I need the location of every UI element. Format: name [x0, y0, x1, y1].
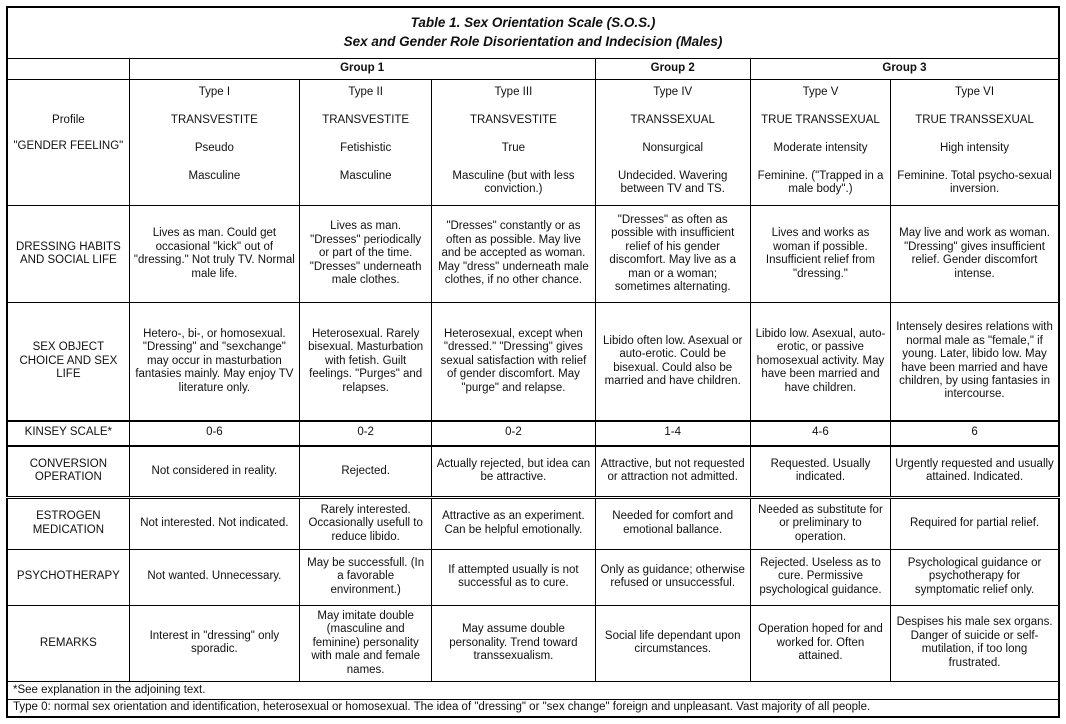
table-cell: May imitate double (masculine and feminine) personality with male and female names. — [300, 605, 432, 682]
row-label: DRESSING HABITS AND SOCIAL LIFE — [7, 205, 129, 302]
table-cell: Lives and works as woman if possible. Insufficient relief from "dressing." — [750, 205, 890, 302]
type-heading: Type II — [348, 85, 383, 98]
profile-cell-type-5 — [750, 79, 890, 205]
table-cell: Requested. Usually indicated. — [750, 446, 890, 498]
type-intensity: Fetishistic — [340, 141, 392, 154]
table-cell: 0-2 — [300, 421, 432, 446]
footnote-type-0: Type 0: normal sex orientation and identification, heterosexual or homosexual. The idea of "dressing" or "sex change" foreign and unpleasant. Vast majority of all people. — [7, 699, 1059, 717]
table-cell: Libido often low. Asexual or auto-erotic. Could be bisexual. Could also be married and have children. — [595, 303, 750, 421]
type-feeling: Masculine — [339, 169, 392, 182]
group-header-row — [7, 58, 1059, 79]
profile-cell-type-6 — [891, 79, 1059, 205]
table-cell: Heterosexual. Rarely bisexual. Masturbation with fetish. Guilt feelings. "Purges" and relapses. — [300, 303, 432, 421]
group-1-header: Group 1 — [129, 58, 595, 79]
table-cell: May be successfull. (In a favorable environment.) — [300, 549, 432, 605]
row-conversion-operation — [7, 446, 1059, 498]
table-cell: Attractive as an experiment. Can be helpful emotionally. — [432, 497, 595, 549]
table-subtitle: Sex and Gender Role Disorientation and Indecision (Males) — [343, 34, 723, 50]
type-heading: Type I — [198, 85, 231, 98]
table-cell: Rarely interested. Occasionally usefull to reduce libido. — [300, 497, 432, 549]
table-cell: "Dresses" constantly or as often as possible. May live and be accepted as woman. May "dress" underneath male clothes, if no other chance. — [432, 205, 595, 302]
row-label: PSYCHOTHERAPY — [7, 549, 129, 605]
table-cell: Heterosexual, except when "dressed." "Dressing" gives sexual satisfaction with relief of gender discomfort. May "purge" and relapse. — [432, 303, 595, 421]
row-dressing-habits — [7, 205, 1059, 302]
table-cell: 0-2 — [432, 421, 595, 446]
row-estrogen-medication — [7, 497, 1059, 549]
table-cell: 0-6 — [129, 421, 299, 446]
group-3-header: Group 3 — [750, 58, 1059, 79]
table-cell: Urgently requested and usually attained. Indicated. — [891, 446, 1059, 498]
table-cell: "Dresses" as often as possible with insufficient relief of his gender discomfort. May live as a man or a woman; sometimes alternating. — [595, 205, 750, 302]
row-label: CONVERSION OPERATION — [7, 446, 129, 498]
table-cell: 6 — [891, 421, 1059, 446]
type-name: TRUE TRANSSEXUAL — [761, 113, 880, 126]
table-cell: Not wanted. Unnecessary. — [129, 549, 299, 605]
type-intensity: High intensity — [940, 141, 1010, 154]
profile-row — [7, 79, 1059, 205]
table-cell: Despises his male sex organs. Danger of suicide or self-mutilation, if too long frustrated. — [891, 605, 1059, 682]
type-intensity: Moderate intensity — [773, 141, 868, 154]
table-cell: Operation hoped for and worked for. Often attained. — [750, 605, 890, 682]
row-psychotherapy — [7, 549, 1059, 605]
row-label: ESTROGEN MEDICATION — [7, 497, 129, 549]
type-feeling: Feminine. Total psycho-sexual inversion. — [897, 169, 1052, 196]
row-label: REMARKS — [7, 605, 129, 682]
footnote-asterisk: *See explanation in the adjoining text. — [7, 682, 1059, 700]
table-cell: Hetero-, bi-, or homosexual. "Dressing" and "sexchange" may occur in masturbation fantasies mainly. May enjoy TV literature only. — [129, 303, 299, 421]
type-heading: Type III — [494, 85, 533, 98]
table-cell: Only as guidance; otherwise refused or unsuccessful. — [595, 549, 750, 605]
table-cell: Rejected. — [300, 446, 432, 498]
table-cell: Social life dependant upon circumstances. — [595, 605, 750, 682]
type-feeling: Feminine. ("Trapped in a male body".) — [757, 169, 884, 196]
type-heading: Type IV — [653, 85, 693, 98]
profile-cell-type-1 — [129, 79, 299, 205]
table-cell: Needed as substitute for or preliminary to operation. — [750, 497, 890, 549]
table-cell: May assume double personality. Trend toward transsexualism. — [432, 605, 595, 682]
row-label-profile — [7, 79, 129, 205]
group-2-header: Group 2 — [595, 58, 750, 79]
row-label: KINSEY SCALE* — [7, 421, 129, 446]
table-cell: Needed for comfort and emotional ballance. — [595, 497, 750, 549]
type-intensity: Pseudo — [194, 141, 234, 154]
row-sex-object-choice — [7, 303, 1059, 421]
table-cell: Psychological guidance or psychotherapy for symptomatic relief only. — [891, 549, 1059, 605]
table-cell: Actually rejected, but idea can be attractive. — [432, 446, 595, 498]
type-name: TRANSSEXUAL — [630, 113, 715, 126]
table-cell: Lives as man. Could get occasional "kick" out of "dressing." Not truly TV. Normal male life. — [129, 205, 299, 302]
table-cell: Interest in "dressing" only sporadic. — [129, 605, 299, 682]
type-name: TRANSVESTITE — [469, 113, 557, 126]
row-remarks — [7, 605, 1059, 682]
table-title-row — [7, 7, 1059, 58]
table-cell: Libido low. Asexual, auto-erotic, or passive homosexual activity. May have been married and have children. — [750, 303, 890, 421]
table-cell: Attractive, but not requested or attraction not admitted. — [595, 446, 750, 498]
type-name: TRANSVESTITE — [322, 113, 410, 126]
type-intensity: True — [501, 141, 526, 154]
sos-table — [6, 6, 1060, 718]
footnote-row-2 — [7, 699, 1059, 717]
type-name: TRANSVESTITE — [170, 113, 258, 126]
type-feeling: Masculine — [188, 169, 241, 182]
table-cell: May live and work as woman. "Dressing" gives insufficient relief. Gender discomfort intense. — [891, 205, 1059, 302]
profile-cell-type-4 — [595, 79, 750, 205]
type-heading: Type VI — [955, 85, 995, 98]
table-cell: 4-6 — [750, 421, 890, 446]
row-kinsey-scale — [7, 421, 1059, 446]
table-cell: Required for partial relief. — [891, 497, 1059, 549]
table-title-cell — [7, 7, 1059, 58]
type-name: TRUE TRANSSEXUAL — [915, 113, 1034, 126]
table-title: Table 1. Sex Orientation Scale (S.O.S.) — [410, 14, 656, 30]
profile-cell-type-2 — [300, 79, 432, 205]
profile-cell-type-3 — [432, 79, 595, 205]
table-cell: Lives as man. "Dresses" periodically or part of the time. "Dresses" underneath male clothes. — [300, 205, 432, 302]
footnote-row-1 — [7, 682, 1059, 700]
profile-label-line2: "GENDER FEELING" — [13, 140, 124, 153]
table-cell: If attempted usually is not successful as to cure. — [432, 549, 595, 605]
type-feeling: Masculine (but with less conviction.) — [452, 169, 575, 196]
table-cell: Rejected. Useless as to cure. Permissive psychological guidance. — [750, 549, 890, 605]
type-heading: Type V — [802, 85, 839, 98]
row-label: SEX OBJECT CHOICE AND SEX LIFE — [7, 303, 129, 421]
table-cell: Not considered in reality. — [129, 446, 299, 498]
type-intensity: Nonsurgical — [642, 141, 704, 154]
table-cell: Not interested. Not indicated. — [129, 497, 299, 549]
table-cell: Intensely desires relations with normal male as "female," if young. Later, libido low. May have been married and have children, by using fantasies in intercourse. — [891, 303, 1059, 421]
table-cell: 1-4 — [595, 421, 750, 446]
type-feeling: Undecided. Wavering between TV and TS. — [617, 169, 728, 196]
profile-label-line1: Profile — [52, 113, 85, 126]
